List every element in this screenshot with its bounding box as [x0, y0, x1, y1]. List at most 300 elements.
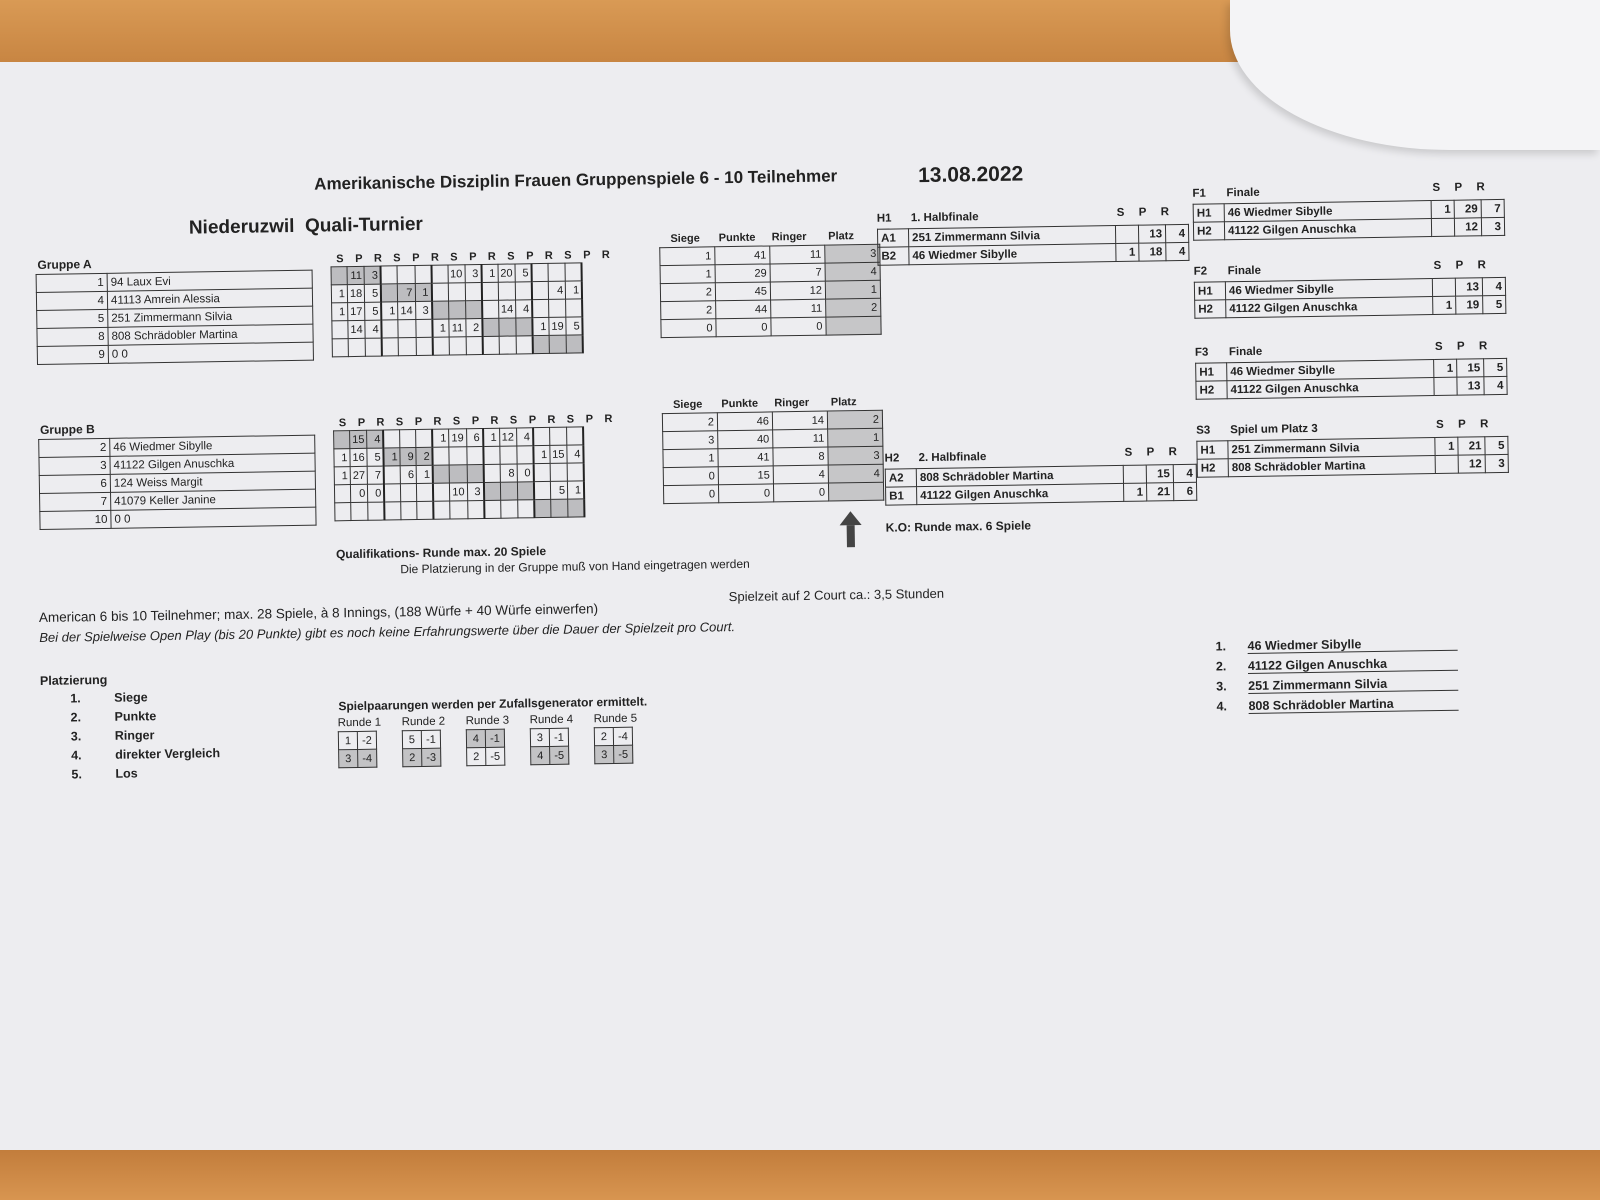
player-name: 124 Weiss Margit — [110, 471, 315, 492]
round-block — [530, 713, 595, 765]
ko-halbfinale-2 — [884, 446, 1197, 506]
ko-ringer: 3 — [1485, 454, 1508, 472]
player-number: 8 — [37, 327, 108, 346]
grid-cell: 3 — [465, 264, 482, 282]
pair-a: 3 — [530, 728, 549, 746]
ko-col-header: R — [1476, 181, 1485, 194]
player-row — [40, 507, 316, 529]
openplay-note: Bei der Spielweise Open Play (bis 20 Punkte) gibt es noch keine Erfahrungswerte über die Dauer der Spielzeit pro Court. — [39, 619, 736, 645]
player-number: 3 — [39, 456, 110, 475]
sheet-content — [0, 49, 1600, 1174]
ko-title: Spiel um Platz 3 — [1230, 422, 1318, 437]
platzierung-list — [70, 689, 220, 786]
siege-cell: 0 — [663, 485, 718, 504]
ko-punkte: 29 — [1454, 200, 1481, 218]
pair-row — [402, 730, 440, 749]
grid-cell — [384, 502, 401, 520]
ko-code: F3 — [1194, 346, 1209, 359]
grid-cell — [414, 265, 431, 283]
ko-slot: B1 — [886, 487, 917, 505]
quali-note: Qualifikations- Runde max. 20 Spiele — [335, 544, 547, 562]
ko-col-header: P — [1456, 340, 1465, 353]
grid-cell: 1 — [384, 448, 401, 466]
grid-cell — [531, 263, 548, 281]
player-name: 94 Laux Evi — [107, 270, 312, 291]
ko-table — [1193, 199, 1506, 241]
punkte-cell: 44 — [716, 300, 771, 319]
ko-siege — [1432, 278, 1455, 296]
pair-a: 2 — [467, 747, 486, 765]
grid-cell: 8 — [500, 464, 518, 482]
player-number: 1 — [36, 273, 107, 292]
siege-cell: 0 — [663, 467, 718, 486]
ko-punkte: 13 — [1457, 377, 1484, 395]
grid-cell — [483, 446, 500, 464]
ko-slot: H1 — [1193, 204, 1224, 222]
player-number: 5 — [37, 309, 108, 328]
group-a-summary — [659, 244, 881, 338]
player-name: 41122 Gilgen Anuschka — [110, 453, 315, 474]
grid-cell: 1 — [481, 264, 498, 282]
location: Niederuzwil — [188, 215, 295, 239]
punkte-cell: 15 — [718, 466, 773, 485]
item-text: Punkte — [114, 709, 157, 724]
grid-cell — [381, 266, 398, 284]
grid-cell: 18 — [347, 284, 365, 302]
grid-cell: 14 — [398, 302, 416, 320]
ko-col-header: P — [1455, 259, 1464, 272]
grid-col-header: R — [547, 413, 556, 426]
grid-cell: 0 — [517, 464, 534, 482]
grid-col-header: S — [338, 417, 347, 430]
ringer-cell: 0 — [773, 483, 828, 502]
item-text: Siege — [114, 690, 148, 705]
ko-halbfinale-1 — [877, 206, 1190, 266]
ko-slot: H1 — [1197, 441, 1228, 459]
grid-cell — [433, 483, 450, 501]
grid-cell — [382, 320, 399, 338]
ko-punkte: 12 — [1454, 218, 1481, 236]
grid-col-header: P — [414, 415, 423, 429]
ko-col-header: R — [1160, 206, 1170, 219]
grid-cell — [415, 319, 432, 337]
ko-player: 41122 Gilgen Anuschka — [1227, 378, 1434, 399]
grid-cell — [351, 502, 369, 520]
ko-slot: H2 — [1195, 300, 1226, 318]
ringer-cell: 7 — [770, 263, 825, 282]
grid-cell — [431, 283, 448, 301]
item-text: Ringer — [114, 728, 155, 743]
ko-col-header: P — [1138, 206, 1147, 219]
grid-cell: 1 — [334, 449, 350, 467]
round-label: Runde 2 — [401, 715, 446, 729]
round-pairs — [530, 728, 570, 766]
grid-cell: 4 — [548, 281, 566, 299]
grid-cell — [533, 335, 550, 353]
ko-ringer: 4 — [1482, 277, 1505, 295]
grid-row — [335, 499, 585, 521]
ko-player: 251 Zimmermann Silvia — [908, 226, 1115, 247]
grid-cell — [397, 266, 415, 284]
rank-name: 41122 Gilgen Anuschka — [1248, 656, 1458, 674]
grid-col-header: R — [601, 248, 610, 262]
ringer-cell: 4 — [773, 465, 828, 484]
platzierung-item — [71, 765, 220, 786]
ko-col-header: S — [1116, 206, 1125, 219]
grid-cell: 5 — [550, 481, 568, 499]
grid-cell: 7 — [398, 284, 416, 302]
grid-cell — [467, 464, 484, 482]
grid-cell: 16 — [350, 448, 368, 466]
grid-cell: 1 — [416, 465, 433, 483]
grid-col-header: P — [526, 250, 534, 263]
grid-cell — [549, 299, 567, 317]
platz-cell — [828, 482, 883, 501]
siege-header: Siege — [670, 232, 700, 246]
round-label: Runde 5 — [593, 712, 638, 726]
ringer-cell: 8 — [773, 447, 828, 466]
punkte-cell: 40 — [718, 430, 773, 449]
grid-cell — [383, 430, 400, 448]
round-block — [402, 715, 467, 767]
grid-cell — [565, 263, 582, 281]
ko-punkte: 21 — [1458, 437, 1485, 455]
round-pairs — [338, 731, 378, 769]
ko-spiel-um-platz-3 — [1196, 418, 1509, 478]
grid-cell: 6 — [466, 428, 483, 446]
grid-col-header: S — [393, 252, 401, 265]
ko-player: 251 Zimmermann Silvia — [1228, 438, 1435, 459]
grid-col-header: R — [490, 414, 499, 427]
pair-b: -1 — [549, 728, 568, 746]
grid-cell — [368, 502, 385, 520]
round-label: Runde 1 — [337, 716, 382, 730]
ko-col-header: S — [1433, 259, 1442, 273]
ko-siege — [1431, 218, 1454, 236]
grid-cell: 5 — [365, 284, 382, 302]
grid-cell — [500, 482, 518, 500]
platz-header: Platz — [830, 396, 857, 409]
ko-table — [877, 224, 1190, 266]
punkte-cell: 45 — [715, 282, 770, 301]
pair-row — [595, 745, 633, 764]
ko-row — [1193, 217, 1504, 240]
ko-ringer: 7 — [1481, 199, 1504, 217]
siege-header: Siege — [672, 398, 703, 411]
ko-col-header: P — [1454, 181, 1463, 194]
round-block — [338, 716, 403, 768]
platz-header: Platz — [828, 230, 855, 243]
ko-table — [1195, 358, 1508, 400]
grid-cell: 1 — [332, 303, 348, 321]
pair-a: 1 — [338, 731, 357, 749]
grid-cell — [484, 500, 501, 518]
grid-cell: 5 — [365, 302, 382, 320]
ko-title: 1. Halbfinale — [910, 211, 979, 225]
pair-b: -5 — [550, 746, 569, 764]
ko-ringer: 4 — [1484, 376, 1507, 394]
grid-cell — [450, 501, 468, 519]
ko-player: 46 Wiedmer Sibylle — [909, 244, 1116, 265]
platzierung-item — [71, 746, 220, 767]
grid-cell: 11 — [347, 266, 365, 284]
siege-cell: 2 — [660, 283, 715, 302]
rank-number: 4. — [1216, 699, 1228, 714]
grid-cell — [384, 484, 401, 502]
ko-ringer: 5 — [1484, 358, 1507, 376]
ko-ringer: 6 — [1173, 482, 1196, 500]
ko-player: 808 Schrädobler Martina — [1228, 456, 1435, 477]
item-number: 2. — [70, 710, 82, 725]
ko-ringer: 3 — [1481, 217, 1504, 235]
ko-siege — [1435, 455, 1458, 473]
grid-cell: 4 — [567, 445, 584, 463]
ko-slot: H1 — [1196, 363, 1227, 381]
ko-col-header: S — [1434, 340, 1443, 354]
grid-cell — [549, 335, 567, 353]
ko-siege — [1115, 225, 1138, 243]
ko-punkte: 13 — [1455, 278, 1482, 296]
ko-siege: 1 — [1116, 243, 1139, 261]
grid-cell — [482, 318, 499, 336]
grid-cell — [482, 336, 499, 354]
grid-col-header: S — [336, 253, 344, 266]
punkte-cell: 41 — [715, 246, 770, 265]
pair-row — [594, 727, 632, 746]
grid-cell — [335, 503, 351, 521]
grid-cell: 2 — [466, 318, 483, 336]
ko-table — [885, 464, 1198, 506]
ko-siege: 1 — [1435, 437, 1458, 455]
grid-col-header: S — [395, 416, 404, 429]
grid-col-header: R — [373, 252, 382, 265]
ko-col-header: P — [1146, 446, 1155, 459]
grid-cell — [498, 282, 516, 300]
player-number: 7 — [40, 492, 111, 511]
grid-cell — [482, 282, 499, 300]
ko-col-header: S — [1436, 418, 1444, 432]
grid-cell — [398, 320, 416, 338]
platzierung-item — [70, 689, 219, 710]
ko-player: 46 Wiedmer Sibylle — [1225, 279, 1432, 300]
grid-cell — [549, 427, 567, 445]
grid-cell — [398, 338, 416, 356]
grid-cell: 3 — [364, 266, 381, 284]
ko-siege — [1434, 377, 1457, 395]
grid-cell — [517, 482, 534, 500]
grid-cell: 5 — [566, 317, 583, 335]
ko-table — [1196, 436, 1509, 478]
ko-code: H2 — [884, 452, 900, 465]
grid-cell — [515, 282, 532, 300]
grid-cell — [517, 446, 534, 464]
group-a-results-grid — [330, 262, 584, 357]
grid-cell — [465, 300, 482, 318]
pair-b: -4 — [358, 749, 377, 767]
pair-row — [339, 749, 377, 768]
pair-row — [467, 747, 505, 766]
pair-b: -3 — [422, 748, 441, 766]
pair-b: -1 — [421, 730, 440, 748]
player-name: 808 Schrädobler Martina — [108, 324, 313, 345]
grid-col-header: R — [544, 249, 553, 262]
ko-slot: H2 — [1196, 381, 1227, 399]
grid-cell: 1 — [381, 302, 398, 320]
grid-col-header: P — [471, 415, 480, 428]
grid-cell — [516, 336, 533, 354]
ko-col-header: S — [1124, 446, 1133, 459]
ringer-cell: 11 — [773, 429, 828, 448]
grid-cell — [417, 501, 434, 519]
ranking-item — [1216, 696, 1458, 720]
grid-cell — [433, 501, 450, 519]
ko-player: 41122 Gilgen Anuschka — [1224, 219, 1431, 240]
player-name: 46 Wiedmer Sibylle — [110, 435, 315, 456]
pair-b: -2 — [357, 731, 376, 749]
grid-row — [332, 335, 583, 357]
grid-cell: 2 — [416, 447, 433, 465]
grid-cell: 1 — [483, 428, 500, 446]
grid-col-header: R — [376, 416, 385, 429]
grid-col-header: S — [509, 414, 518, 427]
ko-player: 41122 Gilgen Anuschka — [917, 483, 1124, 504]
group-a-summary-header — [659, 228, 867, 245]
ringer-header: Ringer — [771, 230, 807, 244]
ko-punkte: 19 — [1456, 296, 1483, 314]
grid-col-header: R — [487, 250, 496, 263]
punkte-cell: 0 — [716, 318, 771, 337]
grid-cell: 7 — [367, 466, 384, 484]
grid-cell — [533, 463, 550, 481]
pair-row — [530, 728, 568, 747]
grid-cell — [365, 338, 382, 356]
grid-cell: 19 — [549, 317, 567, 335]
grid-cell — [334, 485, 350, 503]
ko-title: Finale — [1227, 264, 1262, 278]
grid-col-header: P — [528, 414, 537, 427]
group-b-summary-header — [662, 394, 870, 411]
platz-cell: 2 — [826, 298, 881, 317]
grid-cell — [433, 465, 450, 483]
item-number: 4. — [71, 748, 82, 763]
ko-punkte: 12 — [1458, 455, 1485, 473]
grid-col-header: P — [357, 416, 366, 429]
group-a-players — [36, 270, 314, 365]
ringer-header: Ringer — [774, 396, 810, 410]
grid-cell: 1 — [331, 285, 347, 303]
group-a-label: Gruppe A — [37, 257, 92, 272]
round-label: Runde 4 — [529, 713, 574, 727]
grid-col-header: S — [566, 413, 575, 426]
platz-cell: 1 — [828, 428, 883, 447]
ringer-cell: 14 — [772, 411, 827, 430]
punkte-cell: 0 — [718, 484, 773, 503]
grid-cell — [334, 431, 350, 449]
wood-table-bottom — [0, 1150, 1600, 1200]
grid-cell — [568, 499, 585, 517]
grid-col-header: P — [412, 251, 420, 265]
player-name: 251 Zimmermann Silvia — [108, 306, 313, 327]
grid-cell — [548, 263, 566, 281]
group-b-results-grid — [333, 426, 585, 521]
grid-cell — [401, 484, 417, 502]
punkte-cell: 46 — [717, 412, 772, 431]
grid-cell — [567, 463, 584, 481]
placement-hint: Die Platzierung in der Gruppe muß von Hand eingetragen werden — [400, 556, 750, 577]
grid-cell — [449, 465, 467, 483]
grid-col-header: S — [452, 415, 461, 428]
grid-col-header: P — [355, 252, 363, 265]
grid-cell — [332, 339, 348, 357]
grid-cell — [331, 267, 347, 285]
summary-row — [663, 482, 883, 503]
grid-cell — [466, 446, 483, 464]
ko-player: 46 Wiedmer Sibylle — [1224, 201, 1431, 222]
grid-cell — [550, 463, 568, 481]
pair-row — [466, 729, 504, 748]
grid-cell — [500, 500, 518, 518]
rank-number: 1. — [1215, 639, 1227, 654]
grid-col-header: P — [583, 249, 591, 262]
grid-cell — [448, 301, 466, 319]
grid-cell — [466, 336, 483, 354]
punkte-cell: 29 — [715, 264, 770, 283]
grid-cell — [449, 447, 467, 465]
grid-cell — [348, 338, 366, 356]
pair-a: 4 — [466, 729, 485, 747]
rank-number: 2. — [1215, 659, 1227, 674]
event-date: 13.08.2022 — [917, 162, 1024, 188]
grid-cell: 3 — [467, 482, 484, 500]
ko-row — [1196, 376, 1507, 399]
player-name: 41113 Amrein Alessia — [107, 288, 312, 309]
grid-cell: 10 — [450, 483, 468, 501]
player-number: 9 — [37, 345, 108, 364]
ko-col-header: R — [1478, 340, 1488, 353]
platz-cell: 1 — [825, 280, 880, 299]
ko-col-header: P — [1458, 418, 1466, 431]
ko-slot: B2 — [878, 247, 909, 265]
grid-cell: 1 — [432, 319, 449, 337]
ko-title: Finale — [1226, 186, 1260, 200]
ringer-cell: 0 — [771, 317, 826, 336]
platz-cell: 2 — [827, 410, 882, 429]
ko-note: K.O: Runde max. 6 Spiele — [885, 518, 1032, 535]
grid-cell — [381, 284, 398, 302]
player-name: 0 0 — [111, 507, 316, 528]
grid-cell — [431, 265, 448, 283]
grid-col-header: S — [507, 250, 515, 263]
grid-cell: 1 — [432, 429, 449, 447]
grid-cell — [566, 299, 583, 317]
ko-slot: H2 — [1197, 459, 1228, 477]
grid-cell — [483, 464, 500, 482]
grid-cell: 6 — [400, 466, 416, 484]
punkte-header: Punkte — [718, 231, 756, 245]
pair-row — [338, 731, 376, 750]
ko-siege: 1 — [1433, 296, 1456, 314]
pair-b: -4 — [613, 727, 632, 745]
grid-cell: 15 — [550, 445, 568, 463]
ko-code: F2 — [1193, 265, 1208, 278]
grid-cell: 20 — [498, 264, 516, 282]
item-number: 5. — [71, 767, 82, 782]
ko-player: 46 Wiedmer Sibylle — [1227, 360, 1434, 381]
grid-cell: 15 — [350, 430, 368, 448]
round-block — [594, 712, 659, 764]
platzierung-item — [71, 727, 220, 748]
player-row — [37, 342, 313, 364]
